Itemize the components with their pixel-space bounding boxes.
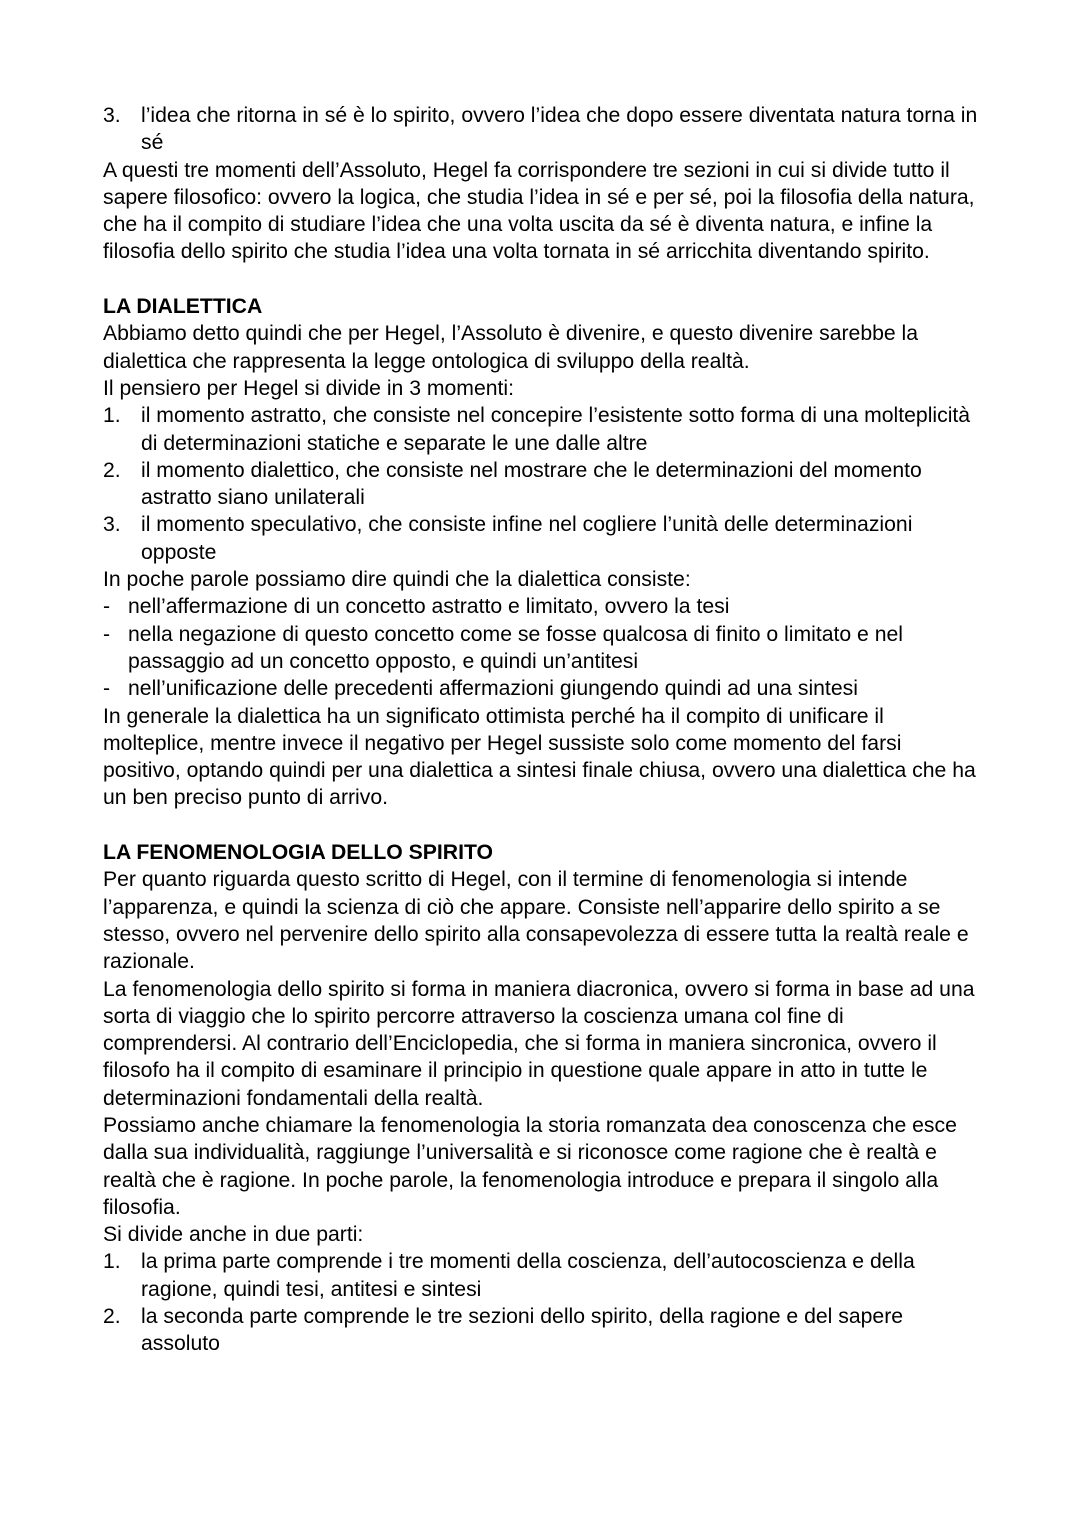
paragraph: Abbiamo detto quindi che per Hegel, l’Assoluto è divenire, e questo divenire sarebbe la dialettica che rappresenta la legge ontologica di sviluppo della realtà. xyxy=(103,322,919,373)
paragraph: La fenomenologia dello spirito si forma in maniera diacronica, ovvero si forma in base ad una sorta di viaggio che lo spirito percorre attraverso la coscienza umana col fine di comprendersi. Al contrario dell’Enciclopedia, che si forma in maniera sincronica, ovvero il filosofo ha il compito di esaminare il principio in questione quale appare in atto in tutte le determinazioni fondamentali della realtà. xyxy=(103,977,975,1110)
list-item xyxy=(103,402,983,457)
paragraph: Si divide anche in due parti: xyxy=(103,1223,364,1247)
list-number: 3. xyxy=(103,104,121,127)
list-item-text: la prima parte comprende i tre momenti della coscienza, dell’autocoscienza e della ragione, quindi tesi, antitesi e sintesi xyxy=(141,1250,915,1301)
list-bullet: - xyxy=(103,677,111,701)
list-bullet: - xyxy=(103,595,111,619)
paragraph: Il pensiero per Hegel si divide in 3 momenti: xyxy=(103,376,515,400)
list-item-text: nella negazione di questo concetto come se fosse qualcosa di finito o limitato e nel passaggio ad un concetto opposto, e quindi un’antitesi xyxy=(128,622,903,673)
dialectic-points-list xyxy=(103,593,983,702)
list-number: 3. xyxy=(103,513,121,537)
list-item-text: la seconda parte comprende le tre sezioni dello spirito, della ragione e del sapere assoluto xyxy=(141,1305,904,1356)
intro-paragraph: A questi tre momenti dell’Assoluto, Hegel fa corrispondere tre sezioni in cui si divide tutto il sapere filosofico: ovvero la logica, che studia l’idea in sé e per sé, poi la filosofia della natura, che ha il compito di studiare l’idea che una volta uscita da sé è diventa natura, e infine la filosofia dello spirito che studia l’idea una volta tornata in sé arricchita diventando spirito. xyxy=(103,158,975,264)
list-item xyxy=(103,1248,983,1303)
list-item-text: nell’affermazione di un concetto astratto e limitato, ovvero la tesi xyxy=(128,595,730,619)
list-item xyxy=(103,621,983,676)
paragraph: In generale la dialettica ha un significato ottimista perché ha il compito di unificare il molteplice, mentre invece il negativo per Hegel sussiste solo come momento del farsi positivo, optando quindi per una dialettica a sintesi finale chiusa, ovvero una dialettica che ha un ben preciso punto di arrivo. xyxy=(103,704,976,810)
section-heading-dialettica: LA DIALETTICA xyxy=(103,295,263,319)
paragraph: Possiamo anche chiamare la fenomenologia la storia romanzata dea conoscenza che esce dalla sua individualità, raggiunge l’universalità e si riconosce come ragione che è realtà e realtà che è ragione. In poche parole, la fenomenologia introduce e prepara il singolo alla filosofia. xyxy=(103,1113,957,1219)
list-number: 1. xyxy=(103,1250,121,1274)
list-item-text: il momento speculativo, che consiste infine nel cogliere l’unità delle determinazioni opposte xyxy=(141,513,913,564)
list-item xyxy=(103,1303,983,1358)
paragraph: Per quanto riguarda questo scritto di Hegel, con il termine di fenomenologia si intende l’apparenza, e quindi la scienza di ciò che appare. Consiste nell’apparire dello spirito a se stesso, ovvero nel pervenire dello spirito alla consapevolezza di essere tutta la realtà reale e razionale. xyxy=(103,868,969,974)
list-number: 2. xyxy=(103,1305,121,1329)
moments-list xyxy=(103,402,983,566)
list-item xyxy=(103,457,983,512)
paragraph: In poche parole possiamo dire quindi che la dialettica consiste: xyxy=(103,568,691,592)
parts-list xyxy=(103,1248,983,1357)
list-number: 2. xyxy=(103,458,121,482)
section-heading-fenomenologia: LA FENOMENOLOGIA DELLO SPIRITO xyxy=(103,841,494,865)
list-item-text: nell’unificazione delle precedenti affermazioni giungendo quindi ad una sintesi xyxy=(128,677,858,701)
list-item xyxy=(103,593,983,620)
list-number: 1. xyxy=(103,404,121,428)
list-item xyxy=(103,675,983,702)
document-page xyxy=(103,102,983,1358)
list-item-text: il momento dialettico, che consiste nel mostrare che le determinazioni del momento astratto siano unilaterali xyxy=(141,458,922,510)
list-item xyxy=(103,102,983,157)
list-item xyxy=(103,511,983,566)
list-item-text: il momento astratto, che consiste nel concepire l’esistente sotto forma di una molteplicità di determinazioni statiche e separate le une dalle altre xyxy=(141,404,971,455)
list-item-text: l’idea che ritorna in sé è lo spirito, ovvero l’idea che dopo essere diventata natura torna in sé xyxy=(141,104,978,155)
list-bullet: - xyxy=(103,622,111,646)
intro-list xyxy=(103,102,983,157)
